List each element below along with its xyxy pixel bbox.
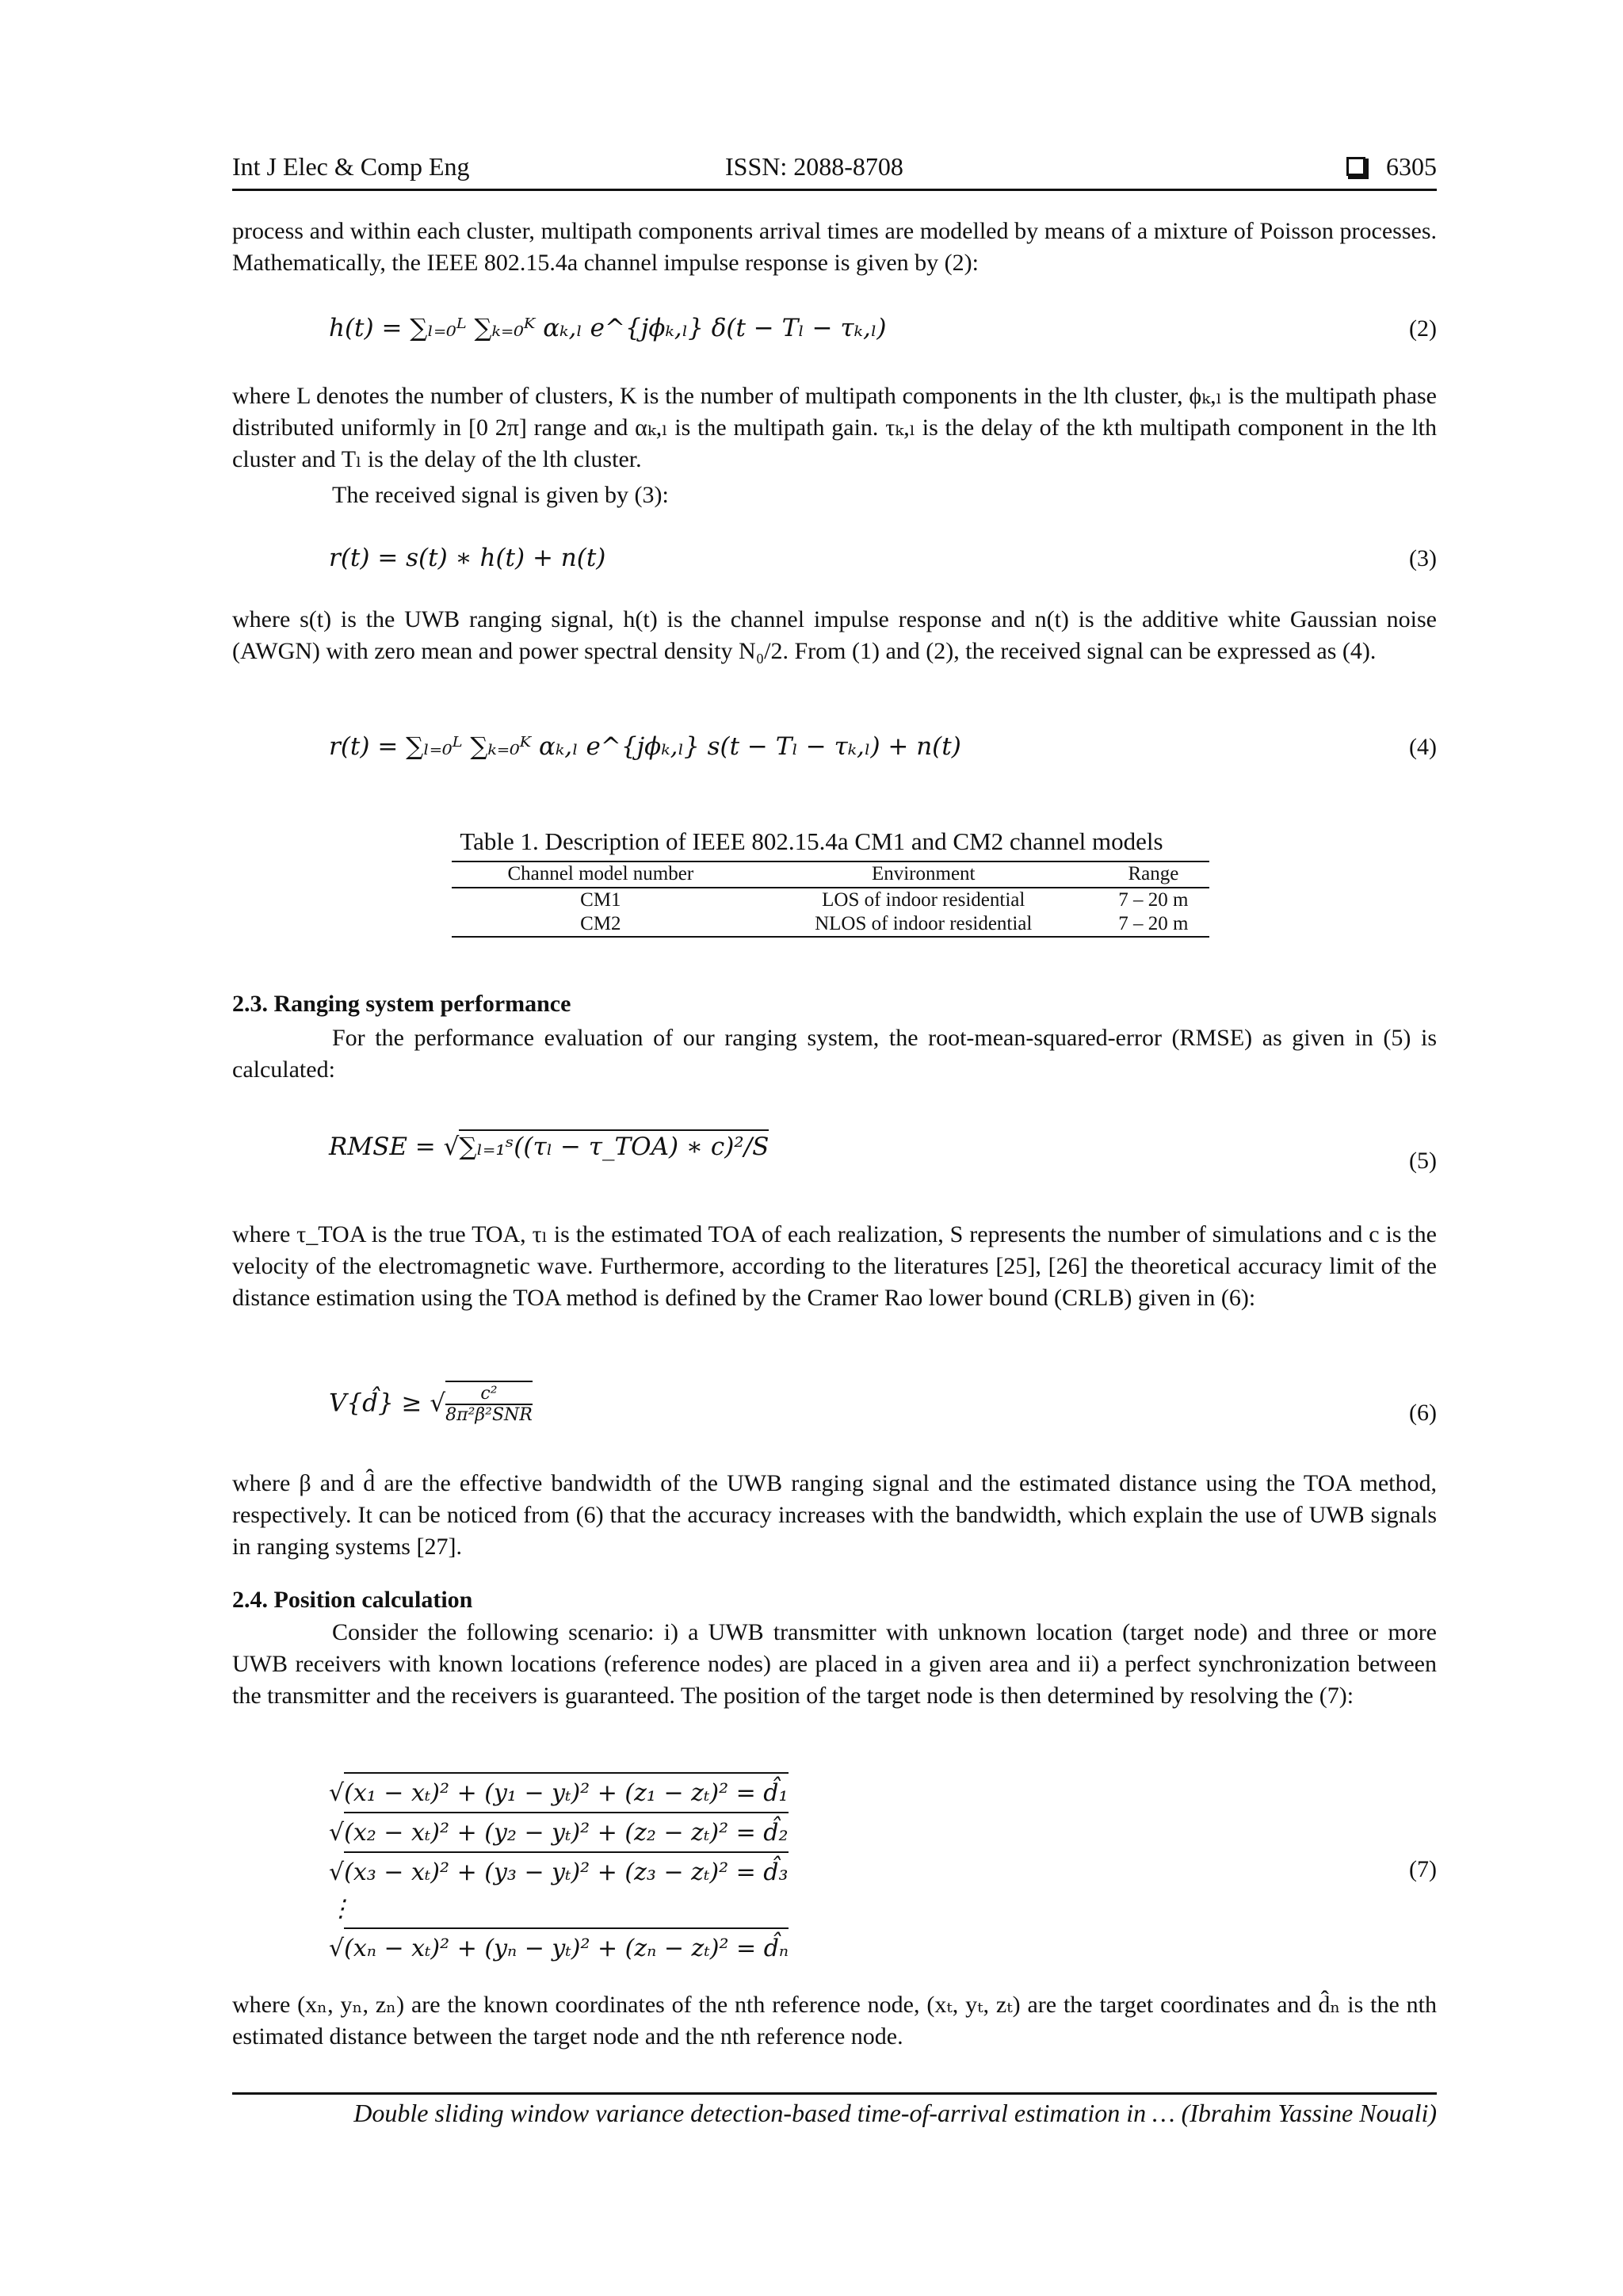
equation-line: √(x₃ − xₜ)² + (y₃ − yₜ)² + (z₃ − zₜ)² = d̂₃ bbox=[329, 1851, 789, 1891]
section-heading: 2.4. Position calculation bbox=[232, 1587, 473, 1613]
equation-number: (7) bbox=[1409, 1856, 1437, 1882]
paragraph: where s(t) is the UWB ranging signal, h(t) is the channel impulse response and n(t) is the additive white Gaussian noise (AWGN) with zero mean and power spectral density N₀/2. From (1) and (2), the received signal can be expressed as (4). bbox=[232, 606, 1437, 664]
equation-line: √(x₁ − xₜ)² + (y₁ − yₜ)² + (z₁ − zₜ)² = d̂₁ bbox=[329, 1772, 789, 1812]
running-footer: Double sliding window variance detection-based time-of-arrival estimation in … (Ibrahim Yassine Nouali) bbox=[353, 2099, 1437, 2127]
column-header: Environment bbox=[750, 861, 1098, 888]
paragraph: where τ_TOA is the true TOA, τₗ is the estimated TOA of each realization, S represents the number of simulations and c is the velocity of the electromagnetic wave. Furthermore, according to the literatures [25], [26] the theoretical accuracy limit of the distance estimation using the TOA method is defined by the Cramer Rao lower bound (CRLB) given in (6): bbox=[232, 1221, 1437, 1311]
equation-5: RMSE = √∑ₗ₌₁ˢ((τₗ − τ_TOA) ∗ c)²/S bbox=[329, 1129, 769, 1161]
page-number: 6305 bbox=[1386, 152, 1437, 181]
paragraph: The received signal is given by (3): bbox=[332, 482, 669, 508]
equation-number: (6) bbox=[1409, 1400, 1437, 1426]
equation-number: (5) bbox=[1409, 1148, 1437, 1174]
footer-rule bbox=[232, 2092, 1437, 2095]
equation-6: V{d̂} ≥ √ $\frac{\text{c²}}{\text{8π²β²SNR}}$ bbox=[329, 1381, 533, 1425]
header-rule bbox=[232, 189, 1437, 191]
table-cell: LOS of indoor residential bbox=[822, 889, 1025, 911]
table-caption: Table 1. Description of IEEE 802.15.4a CM1 and CM2 channel models bbox=[460, 827, 1163, 855]
paragraph: Consider the following scenario: i) a UWB transmitter with unknown location (target node) and three or more UWB receivers with known locations (reference nodes) are placed in a given area and ii) a perfect synchronization between the transmitter and the receivers is guaranteed. The position of the target node is then determined by resolving the (7): bbox=[232, 1619, 1437, 1709]
equation-number: (2) bbox=[1409, 315, 1437, 342]
paragraph: process and within each cluster, multipath components arrival times are modelled by means of a mixture of Poisson processes. Mathematically, the IEEE 802.15.4a channel impulse response is given by (2): bbox=[232, 218, 1437, 276]
table-row bbox=[452, 912, 1209, 937]
equation-3: r(t) = s(t) ∗ h(t) + n(t) bbox=[329, 544, 606, 572]
equation-7 bbox=[329, 1772, 789, 1967]
paragraph: For the performance evaluation of our ranging system, the root-mean-squared-error (RMSE) as given in (5) is calculated: bbox=[232, 1025, 1437, 1083]
section-heading: 2.3. Ranging system performance bbox=[232, 991, 571, 1017]
equation-number: (3) bbox=[1409, 545, 1437, 571]
equation-line: √(x₂ − xₜ)² + (y₂ − yₜ)² + (z₂ − zₜ)² = d̂₂ bbox=[329, 1812, 789, 1851]
equation-2: h(t) = ∑ₗ₌₀ᴸ ∑ₖ₌₀ᴷ αₖ,ₗ e^{jϕₖ,ₗ} δ(t − Tₗ − τₖ,ₗ) bbox=[329, 314, 887, 342]
paragraph: where (xₙ, yₙ, zₙ) are the known coordinates of the nth reference node, (xₜ, yₜ, zₜ) are the target coordinates and d̂ₙ is the nth estimated distance between the target node and the nth reference node. bbox=[232, 1992, 1437, 2050]
paragraph: where β and d̂ are the effective bandwidth of the UWB ranging signal and the estimated distance using the TOA method, respectively. It can be noticed from (6) that the accuracy increases with the bandwidth, which explain the use of UWB signals in ranging systems [27]. bbox=[232, 1470, 1437, 1560]
journal-name: Int J Elec & Comp Eng bbox=[232, 152, 470, 181]
column-header: Range bbox=[1098, 861, 1209, 888]
table-cell: NLOS of indoor residential bbox=[750, 912, 1098, 937]
table-row bbox=[452, 888, 1209, 912]
column-header: Channel model number bbox=[452, 861, 750, 888]
paragraph: where L denotes the number of clusters, K is the number of multipath components in the lth cluster, ϕₖ,ₗ is the multipath phase distributed uniformly in [0 2π] range and αₖ,ₗ is the multipath gain. τₖ,ₗ is the delay of the kth multipath component in the lth cluster and Tₗ is the delay of the lth cluster. bbox=[232, 383, 1437, 472]
equation-line: √(xₙ − xₜ)² + (yₙ − yₜ)² + (zₙ − zₜ)² = d̂ₙ bbox=[329, 1927, 789, 1967]
issn: ISSN: 2088-8708 bbox=[725, 152, 903, 181]
table-cell: 7 – 20 m bbox=[1118, 889, 1189, 911]
table-cell: CM1 bbox=[580, 889, 621, 911]
table-cell: CM2 bbox=[452, 912, 750, 937]
equation-line: ⋮ bbox=[329, 1895, 353, 1923]
channel-model-table bbox=[452, 861, 1209, 938]
table-cell: 7 – 20 m bbox=[1098, 912, 1209, 937]
equation-4: r(t) = ∑ₗ₌₀ᴸ ∑ₖ₌₀ᴷ αₖ,ₗ e^{jϕₖ,ₗ} s(t − Tₗ − τₖ,ₗ) + n(t) bbox=[329, 732, 961, 761]
equation-number: (4) bbox=[1409, 734, 1437, 760]
page-box-icon bbox=[1346, 157, 1365, 176]
running-header bbox=[232, 152, 1437, 190]
